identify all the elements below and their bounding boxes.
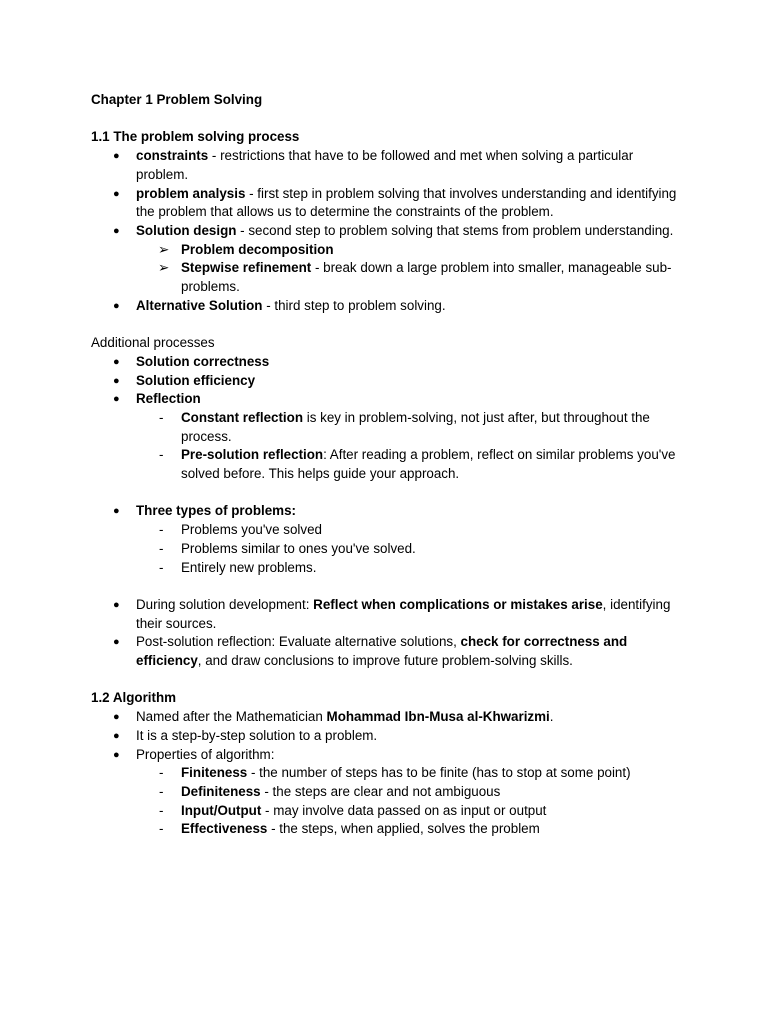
list-item-during-development: ● During solution development: Reflect when complications or mistakes arise, identifying their sources. bbox=[91, 596, 681, 633]
list-item-alternative-solution: ● Alternative Solution - third step to problem solving. bbox=[91, 297, 681, 316]
sub-item-effectiveness: - Effectiveness - the steps, when applied, solves the problem bbox=[91, 820, 681, 839]
sub-item-stepwise-refinement: ➢ Stepwise refinement - break down a large problem into smaller, manageable sub-problems. bbox=[91, 259, 681, 296]
section-1-1-heading: 1.1 The problem solving process bbox=[91, 129, 300, 145]
list-item-post-solution: ● Post-solution reflection: Evaluate alternative solutions, check for correctness and efficiency, and draw conclusions to improve future problem-solving skills. bbox=[91, 633, 681, 670]
list-item-named-after: ● Named after the Mathematician Mohammad Ibn-Musa al-Khwarizmi. bbox=[91, 708, 681, 727]
sub-item-definiteness: - Definiteness - the steps are clear and not ambiguous bbox=[91, 783, 681, 802]
list-item-solution-design: ● Solution design - second step to problem solving that stems from problem understanding. bbox=[91, 222, 681, 241]
sub-item-finiteness: - Finiteness - the number of steps has to be finite (has to stop at some point) bbox=[91, 764, 681, 783]
sub-item-pre-solution-reflection: - Pre-solution reflection: After reading a problem, reflect on similar problems you've solved before. This helps guide your approach. bbox=[91, 446, 681, 483]
section-1-2-heading: 1.2 Algorithm bbox=[91, 690, 177, 706]
document-page bbox=[91, 91, 681, 839]
additional-processes-heading: Additional processes bbox=[91, 335, 215, 351]
sub-item-constant-reflection: - Constant reflection is key in problem-solving, not just after, but throughout the process. bbox=[91, 409, 681, 446]
chapter-title: Chapter 1 Problem Solving bbox=[91, 92, 263, 107]
sub-item-problem-type: - Entirely new problems. bbox=[91, 559, 681, 578]
list-item-reflection: ● Reflection bbox=[91, 390, 681, 409]
list-item-step-by-step: ● It is a step-by-step solution to a problem. bbox=[91, 727, 681, 746]
sub-item-problem-decomposition: ➢ Problem decomposition bbox=[91, 241, 681, 260]
sub-item-input-output: - Input/Output - may involve data passed on as input or output bbox=[91, 802, 681, 821]
sub-item-problem-type: - Problems you've solved bbox=[91, 521, 681, 540]
list-item-three-types: ● Three types of problems: bbox=[91, 502, 681, 521]
list-item-constraints: ● constraints - restrictions that have to be followed and met when solving a particular problem. bbox=[91, 147, 681, 184]
sub-item-problem-type: - Problems similar to ones you've solved. bbox=[91, 540, 681, 559]
list-item-properties: ● Properties of algorithm: bbox=[91, 746, 681, 765]
list-item-solution-correctness: ● Solution correctness bbox=[91, 353, 681, 372]
list-item-problem-analysis: ● problem analysis - first step in problem solving that involves understanding and identifying the problem that allows us to determine the constraints of the problem. bbox=[91, 185, 681, 222]
list-item-solution-efficiency: ● Solution efficiency bbox=[91, 372, 681, 391]
